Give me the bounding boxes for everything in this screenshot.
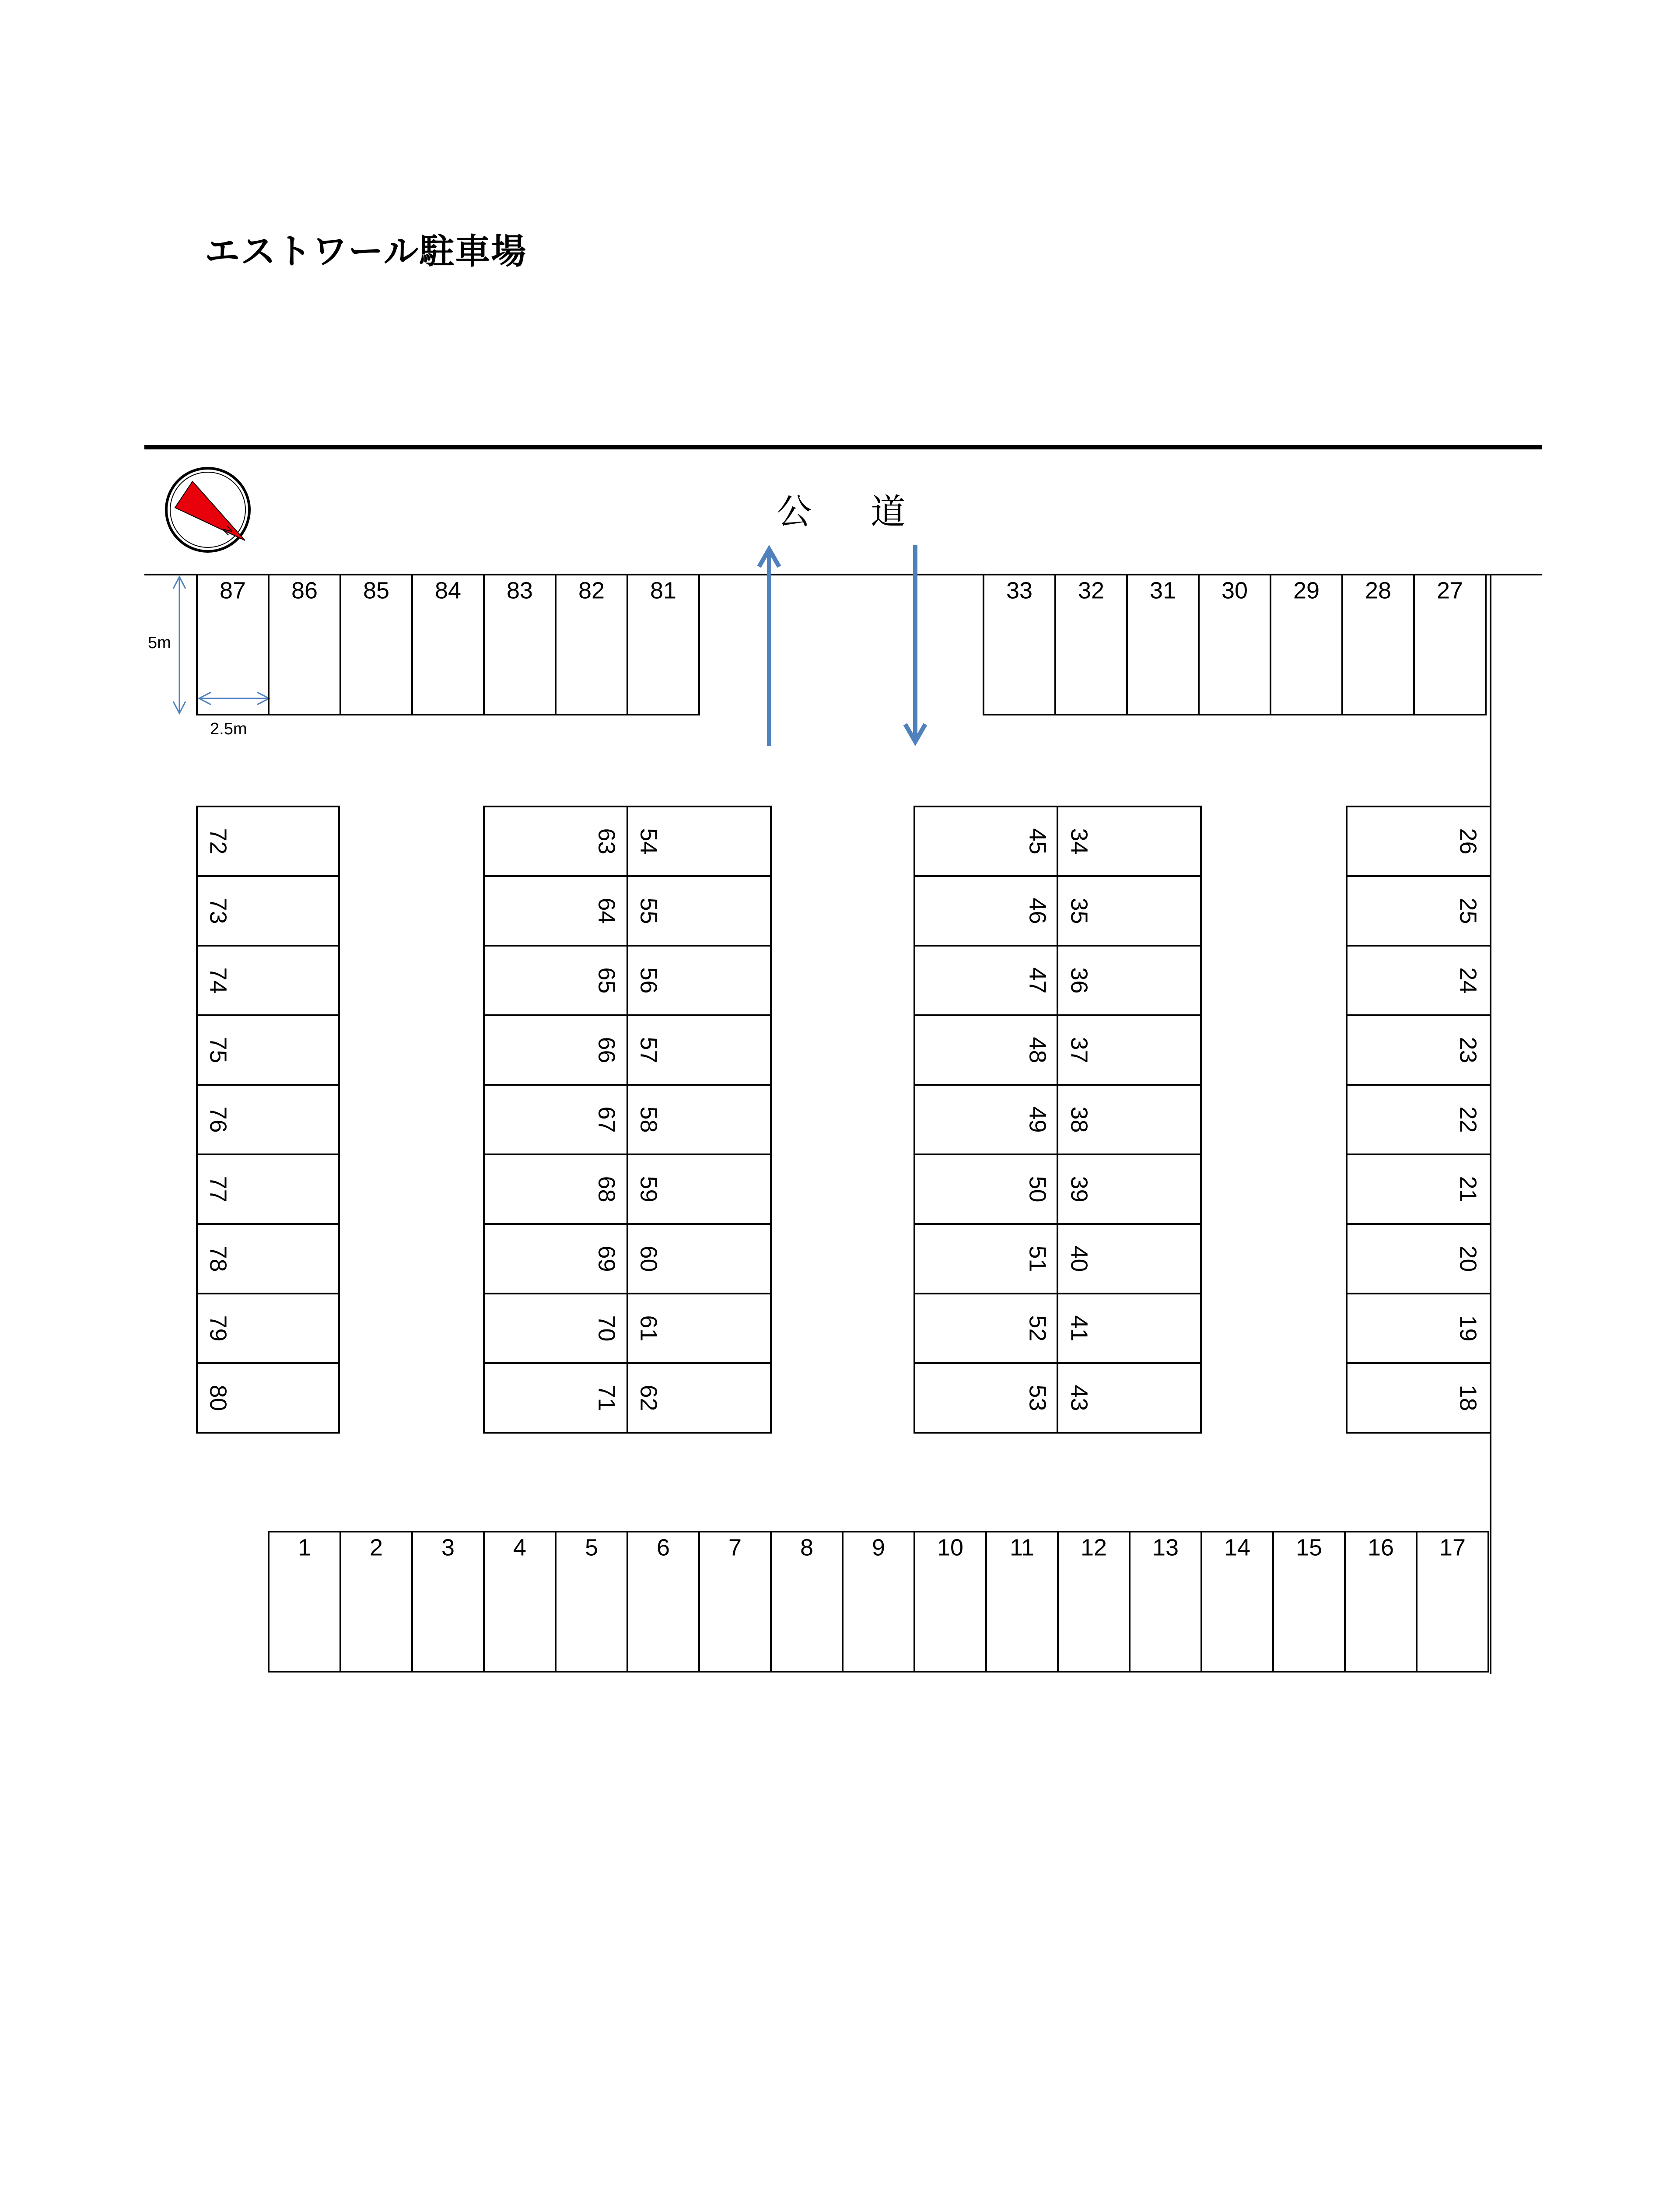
stall-number-40: 40 (1066, 1245, 1092, 1272)
stall-number-34: 34 (1066, 828, 1092, 855)
stall-number-5: 5 (584, 1534, 598, 1561)
stall-number-50: 50 (1024, 1176, 1051, 1203)
stall-number-24: 24 (1455, 967, 1481, 994)
stall-number-31: 31 (1149, 577, 1176, 604)
stall-number-27: 27 (1436, 577, 1463, 604)
stall-number-84: 84 (434, 577, 462, 604)
stall-number-87: 87 (219, 577, 246, 604)
width-dimension-label: 2.5m (210, 720, 247, 738)
stall-number-85: 85 (363, 577, 390, 604)
stall-number-70: 70 (593, 1315, 620, 1342)
stall-number-28: 28 (1365, 577, 1392, 604)
stall-number-59: 59 (635, 1176, 662, 1203)
road-label-char-1: 公 (777, 491, 812, 532)
stall-number-12: 12 (1080, 1534, 1107, 1561)
stall-number-52: 52 (1024, 1315, 1051, 1342)
stall-number-32: 32 (1078, 577, 1105, 604)
stall-number-82: 82 (578, 577, 605, 604)
stall-number-37: 37 (1066, 1037, 1092, 1063)
stall-number-86: 86 (291, 577, 318, 604)
stall-number-46: 46 (1024, 898, 1051, 924)
stall-number-35: 35 (1066, 898, 1092, 924)
stall-number-47: 47 (1024, 967, 1051, 994)
stall-number-29: 29 (1293, 577, 1320, 604)
page-title: エストワール駐車場 (205, 231, 527, 272)
stall-number-65: 65 (593, 967, 620, 994)
stall-number-80: 80 (205, 1385, 231, 1411)
stall-number-22: 22 (1455, 1106, 1481, 1133)
stall-number-72: 72 (205, 828, 231, 855)
stall-number-41: 41 (1066, 1315, 1092, 1342)
depth-dimension-arrow (173, 577, 186, 713)
stall-number-30: 30 (1221, 577, 1248, 604)
compass-label: N (220, 522, 235, 538)
stall-number-10: 10 (937, 1534, 964, 1561)
stall-number-18: 18 (1455, 1385, 1481, 1411)
entry-arrow-icon (759, 549, 779, 746)
stall-number-1: 1 (298, 1534, 312, 1561)
stall-number-7: 7 (728, 1534, 742, 1561)
stall-number-4: 4 (513, 1534, 527, 1561)
stall-number-21: 21 (1455, 1176, 1481, 1203)
stall-number-57: 57 (635, 1037, 662, 1063)
stall-number-45: 45 (1024, 828, 1051, 855)
stall-number-9: 9 (872, 1534, 886, 1561)
stall-number-15: 15 (1295, 1534, 1323, 1561)
stall-number-79: 79 (205, 1315, 231, 1342)
compass-north-icon (166, 468, 249, 551)
stall-number-69: 69 (593, 1245, 620, 1272)
stall-number-48: 48 (1024, 1037, 1051, 1063)
stall-number-25: 25 (1455, 898, 1481, 924)
stall-number-19: 19 (1455, 1315, 1481, 1342)
stall-number-76: 76 (205, 1106, 231, 1133)
stall-number-73: 73 (205, 898, 231, 924)
stall-number-20: 20 (1455, 1245, 1481, 1272)
stall-number-54: 54 (635, 828, 662, 855)
stall-number-11: 11 (1009, 1534, 1035, 1561)
stall-number-64: 64 (593, 898, 620, 924)
stall-number-2: 2 (369, 1534, 383, 1561)
stall-number-58: 58 (635, 1106, 662, 1133)
stall-number-67: 67 (593, 1106, 620, 1133)
stall-number-13: 13 (1152, 1534, 1179, 1561)
stall-number-14: 14 (1224, 1534, 1251, 1561)
stall-number-51: 51 (1024, 1245, 1051, 1272)
stall-number-36: 36 (1066, 967, 1092, 994)
stall-number-75: 75 (205, 1037, 231, 1063)
stall-number-49: 49 (1024, 1106, 1051, 1133)
stall-number-43: 43 (1066, 1385, 1092, 1411)
stall-number-71: 71 (593, 1385, 620, 1411)
stall-number-26: 26 (1455, 828, 1481, 855)
stall-number-17: 17 (1439, 1534, 1466, 1561)
stall-number-23: 23 (1455, 1037, 1481, 1063)
stall-number-68: 68 (593, 1176, 620, 1203)
width-dimension-arrow (199, 692, 269, 705)
depth-dimension-label: 5m (148, 634, 171, 652)
stall-number-56: 56 (635, 967, 662, 994)
road-label-char-2: 道 (871, 491, 906, 532)
stall-number-83: 83 (506, 577, 533, 604)
stall-number-6: 6 (656, 1534, 670, 1561)
stall-number-66: 66 (593, 1037, 620, 1063)
stall-number-38: 38 (1066, 1106, 1092, 1133)
stall-number-63: 63 (593, 828, 620, 855)
stall-number-62: 62 (635, 1385, 662, 1411)
stall-number-60: 60 (635, 1245, 662, 1272)
stall-number-81: 81 (650, 577, 677, 604)
stall-number-55: 55 (635, 898, 662, 924)
stall-number-8: 8 (800, 1534, 814, 1561)
stall-number-53: 53 (1024, 1385, 1051, 1411)
stall-number-39: 39 (1066, 1176, 1092, 1203)
stall-number-74: 74 (205, 967, 231, 994)
stall-number-33: 33 (1006, 577, 1033, 604)
stall-number-61: 61 (635, 1315, 662, 1342)
stall-number-16: 16 (1367, 1534, 1394, 1561)
stall-number-78: 78 (205, 1245, 231, 1272)
stall-number-77: 77 (205, 1176, 231, 1203)
stall-number-3: 3 (441, 1534, 455, 1561)
